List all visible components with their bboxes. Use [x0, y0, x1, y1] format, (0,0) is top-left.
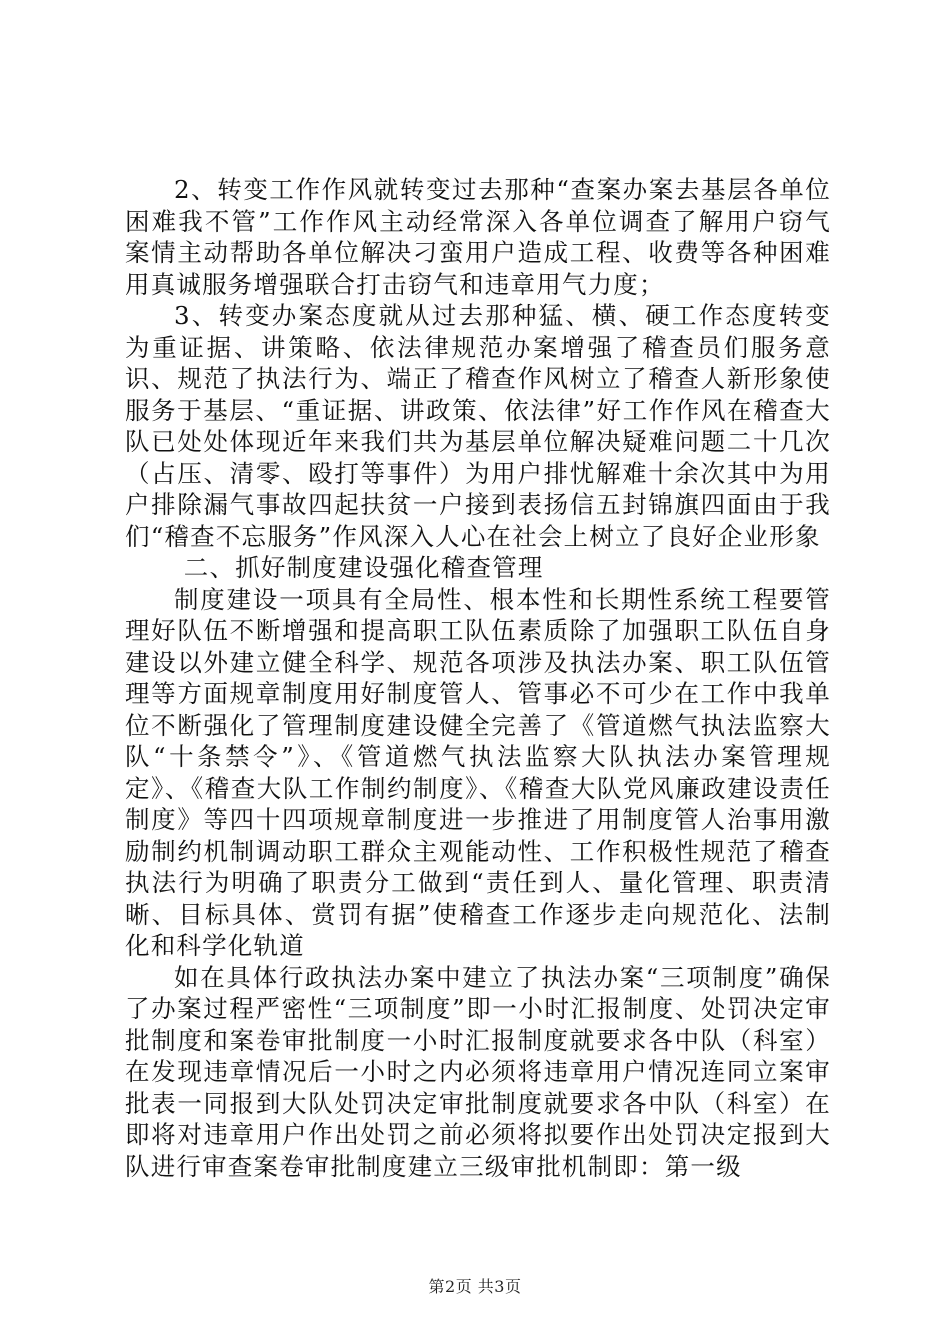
- document-body: [125, 174, 831, 1182]
- paragraph-system-building: 制度建设一项具有全局性、根本性和长期性系统工程要管理好队伍不断增强和提高职工队伍素质除了加强职工队伍自身建设以外建立健全科学、规范各项涉及执法办案、职工队伍管理等方面规章制度用好制度管人、管事必不可少在工作中我单位不断强化了管理制度建设健全完善了《管道燃气执法监察大队“十条禁令”》、《管道燃气执法监察大队执法办案管理规定》、《稽查大队工作制约制度》、《稽查大队党风廉政建设责任制度》等四十四项规章制度进一步推进了用制度管人治事用激励制约机制调动职工群众主观能动性、工作积极性规范了稽查执法行为明确了职责分工做到“责任到人、量化管理、职责清晰、目标具体、赏罚有据”使稽查工作逐步走向规范化、法制化和科学化轨道: [125, 584, 831, 960]
- paragraph-three-systems: 如在具体行政执法办案中建立了执法办案“三项制度”确保了办案过程严密性“三项制度”即一小时汇报制度、处罚决定审批制度和案卷审批制度一小时汇报制度就要求各中队（科室）在发现违章情况后一小时之内必须将违章用户情况连同立案审批表一同报到大队处罚决定审批制度就要求各中队（科室）在即将对违章用户作出处罚之前必须将拟要作出处罚决定报到大队进行审查案卷审批制度建立三级审批机制即：第一级: [125, 962, 831, 1181]
- paragraph-transform-case-attitude: 3、转变办案态度就从过去那种猛、横、硬工作态度转变为重证据、讲策略、依法律规范办案增强了稽查员们服务意识、规范了执法行为、端正了稽查作风树立了稽查人新形象使服务于基层、“重证据、讲政策、依法律”好工作作风在稽查大队已处处体现近年来我们共为基层单位解决疑难问题二十几次（占压、清零、殴打等事件）为用户排忧解难十余次其中为用户排除漏气事故四起扶贫一户接到表扬信五封锦旗四面由于我们“稽查不忘服务”作风深入人心在社会上树立了良好企业形象: [125, 301, 831, 551]
- paragraph-transform-work-style: 2、转变工作作风就转变过去那种“查案办案去基层各单位困难我不管”工作作风主动经常深入各单位调查了解用户窃气案情主动帮助各单位解决刁蛮用户造成工程、收费等各种困难用真诚服务增强联合打击窃气和违章用气力度；: [125, 175, 831, 299]
- section-heading-system-building: 二、抓好制度建设强化稽查管理: [183, 553, 544, 582]
- page-number-footer: 第2页 共3页: [428, 1277, 522, 1296]
